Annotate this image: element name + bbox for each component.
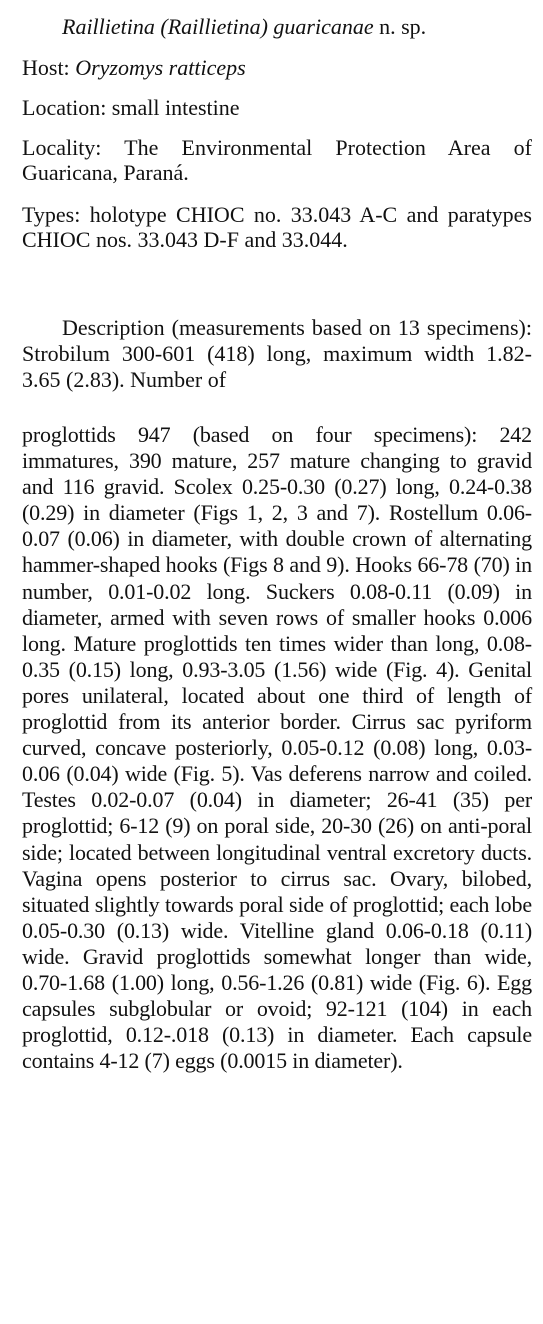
description-intro — [22, 315, 532, 393]
host-line — [22, 55, 532, 80]
locality-line — [22, 135, 532, 185]
species-name: Raillietina (Raillietina) guaricanae — [62, 14, 374, 39]
species-suffix: n. sp. — [373, 14, 427, 39]
species-heading — [62, 14, 532, 39]
description-body — [22, 422, 532, 1074]
host-value: Oryzomys ratticeps — [75, 55, 246, 80]
types-line — [22, 202, 532, 252]
description-intro-text: Description (measurements based on 13 specimens): Strobilum 300-601 (418) long, maximum width 1.82-3.65 (2.83). Number of — [22, 315, 532, 392]
description-body-text: proglottids 947 (based on four specimens): 242 immatures, 390 mature, 257 mature changing to gravid and 116 gravid. Scolex 0.25-0.30 (0.27) long, 0.24-0.38 (0.29) in diameter (Figs 1, 2, 3 and 7). Rostellum 0.06-0.07 (0.06) in diameter, with double crown of alternating hammer-shaped hooks (Figs 8 and 9). Hooks 66-78 (70) in number, 0.01-0.02 long. Suckers 0.08-0.11 (0.09) in diameter, armed with seven rows of smaller hooks 0.006 long. Mature proglottids ten times wider than long, 0.08-0.35 (0.15) long, 0.93-3.05 (1.56) wide (Fig. 4). Genital pores unilateral, located about one third of length of proglottid from its anterior border. Cirrus sac pyriform curved, concave posteriorly, 0.05-0.12 (0.08) long, 0.03-0.06 (0.04) wide (Fig. 5). Vas deferens narrow and coiled. Testes 0.02-0.07 (0.04) in diameter; 26-41 (35) per proglottid; 6-12 (9) on poral side, 20-30 (26) on anti-poral side; located between longitudinal ventral excretory ducts. Vagina opens posterior to cirrus sac. Ovary, bilobed, situated slightly towards poral side of proglottid; each lobe 0.05-0.30 (0.13) wide. Vitelline gland 0.06-0.18 (0.11) wide. Gravid proglottids somewhat longer than wide, 0.70-1.68 (1.00) long, 0.56-1.26 (0.81) wide (Fig. 6). Egg capsules subglobular or ovoid; 92-121 (104) in each proglottid, 0.12-.018 (0.13) in diameter. Each capsule contains 4-12 (7) eggs (0.0015 in diameter). — [22, 422, 532, 1074]
location-text: Location: small intestine — [22, 95, 240, 120]
types-text: Types: holotype CHIOC no. 33.043 A-C and paratypes CHIOC nos. 33.043 D-F and 33.044. — [22, 202, 532, 252]
locality-text: Locality: The Environmental Protection Area of Guaricana, Paraná. — [22, 135, 532, 185]
location-line — [22, 95, 532, 120]
host-label: Host: — [22, 55, 76, 80]
